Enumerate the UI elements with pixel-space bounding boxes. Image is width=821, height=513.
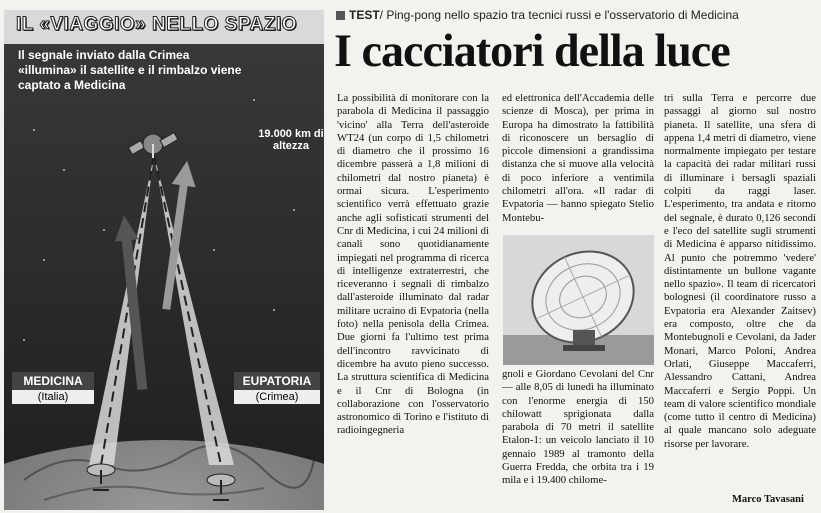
column-text: La possibilità di monitorare con la parabola di Medicina il passaggio 'vicino' alla Terra dell'asteroide WT24 (un corpo di 1,5 chilometri di diametro che il prossimo 16 dicembre passerà a 1,8 milioni di chilometri dal nostro pianeta) è ormai sicura. L'esperimento scientifico verrà effettuato grazie anche agli sofisticati strumenti del Cnr di Medicina, i cui 24 milioni di canali sono quotidianamente impiegati nel programma di ricerca di intelligenze extraterrestri, che riceveranno i segnali di rimbalzo dall'asteroide illuminato dal radar militare ucraino di Evpatoria (nella foto) nella penisola della Crimea. Due giorni fa l'ultimo test prima dell'incontro ravvicinato di dicembre ha avuto pieno successo. La struttura scientifica di Medicina e il Cnr di Bologna (in collaborazione con l'osservatorio astronomico di Torino e l'istituto di radioingegneria <box>337 92 489 437</box>
city-name: EUPATORIA <box>234 372 320 390</box>
radar-dish-icon <box>503 235 654 365</box>
city-name: MEDICINA <box>12 372 94 390</box>
infographic-caption: Il segnale inviato dalla Crimea «illumina» il satellite e il rimbalzo viene captato a Medicina <box>18 48 242 92</box>
headline: I cacciatori della luce <box>334 25 730 77</box>
kicker-text: / Ping-pong nello spazio tra tecnici russi e l'osservatorio di Medicina <box>379 8 739 22</box>
kicker-tag: TEST <box>349 8 380 22</box>
infographic-header <box>4 10 324 44</box>
infographic-panel <box>4 10 324 510</box>
kicker <box>336 8 816 22</box>
city-label-medicina <box>12 372 94 404</box>
article-column-2 <box>502 92 654 225</box>
altitude-label: 19.000 km di altezza <box>258 128 324 152</box>
column-text: gnoli e Giordano Cevolani del Cnr — alle 8,05 di lunedì ha illuminato con l'enorme energia di 150 chilowatt sprigionata dalla parabola di 70 metri il satellite Etalon-1: un veicolo lanciato il 10 gennaio 1989 al tramonto della Guerra Fredda, che orbita tra i 19 mila e i 19.400 chilome- <box>502 368 654 487</box>
city-label-eupatoria <box>234 372 320 404</box>
city-region: (Italia) <box>12 390 94 404</box>
radar-dish-photo <box>503 235 654 365</box>
infographic-title: IL «VIAGGIO» NELLO SPAZIO <box>16 14 298 35</box>
city-region: (Crimea) <box>234 390 320 404</box>
column-text: tri sulla Terra e percorre due passaggi al giorno sul nostro pianeta. Il satellite, una sfera di appena 1,4 metri di diametro, viene normalmente impiegato per testare la capacità dei radar militari russi di illuminare i bersagli spaziali colpiti da raggi laser. L'esperimento, tra andata e ritorno del segnale, è durato 0,126 secondi e l'eco del satellite sugli strumenti di Medicina è apparso nitidissimo. Al punto che potremmo 'vedere' distintamente un bullone vagante nello spazio». Il team di ricercatori bolognesi (il coordinatore russo a Evpatoria era Alexander Zaitsev) era composto, oltre che da Montebugnoli e Cevolani, da Jader Monari, Marco Poloni, Andrea Orlati, Giuseppe Maccaferri, Alessandro Cattani, Andrea Maccaferri e Sergio Poppi. Un team di valore scientifico mondiale (come tutto il centro di Medicina) al quale mancano solo adeguate risorse per lavorare. <box>664 92 816 450</box>
article-column-1 <box>337 92 489 438</box>
article-column-3 <box>664 92 816 451</box>
article-column-2-continued <box>502 368 654 488</box>
column-text: ed elettronica dell'Accademia delle scienze di Mosca), per prima in Europa ha dimostrato la fattibilità di riconoscere un bersaglio di piccole dimensioni a grandissima distanza che si muove alla velocità di poco inferiore a ventimila chilometri all'ora. «Il radar di Evpatoria — hanno spiegato Stelio Montebu- <box>502 92 654 224</box>
kicker-square-icon <box>336 11 345 20</box>
byline: Marco Tavasani <box>732 494 804 505</box>
